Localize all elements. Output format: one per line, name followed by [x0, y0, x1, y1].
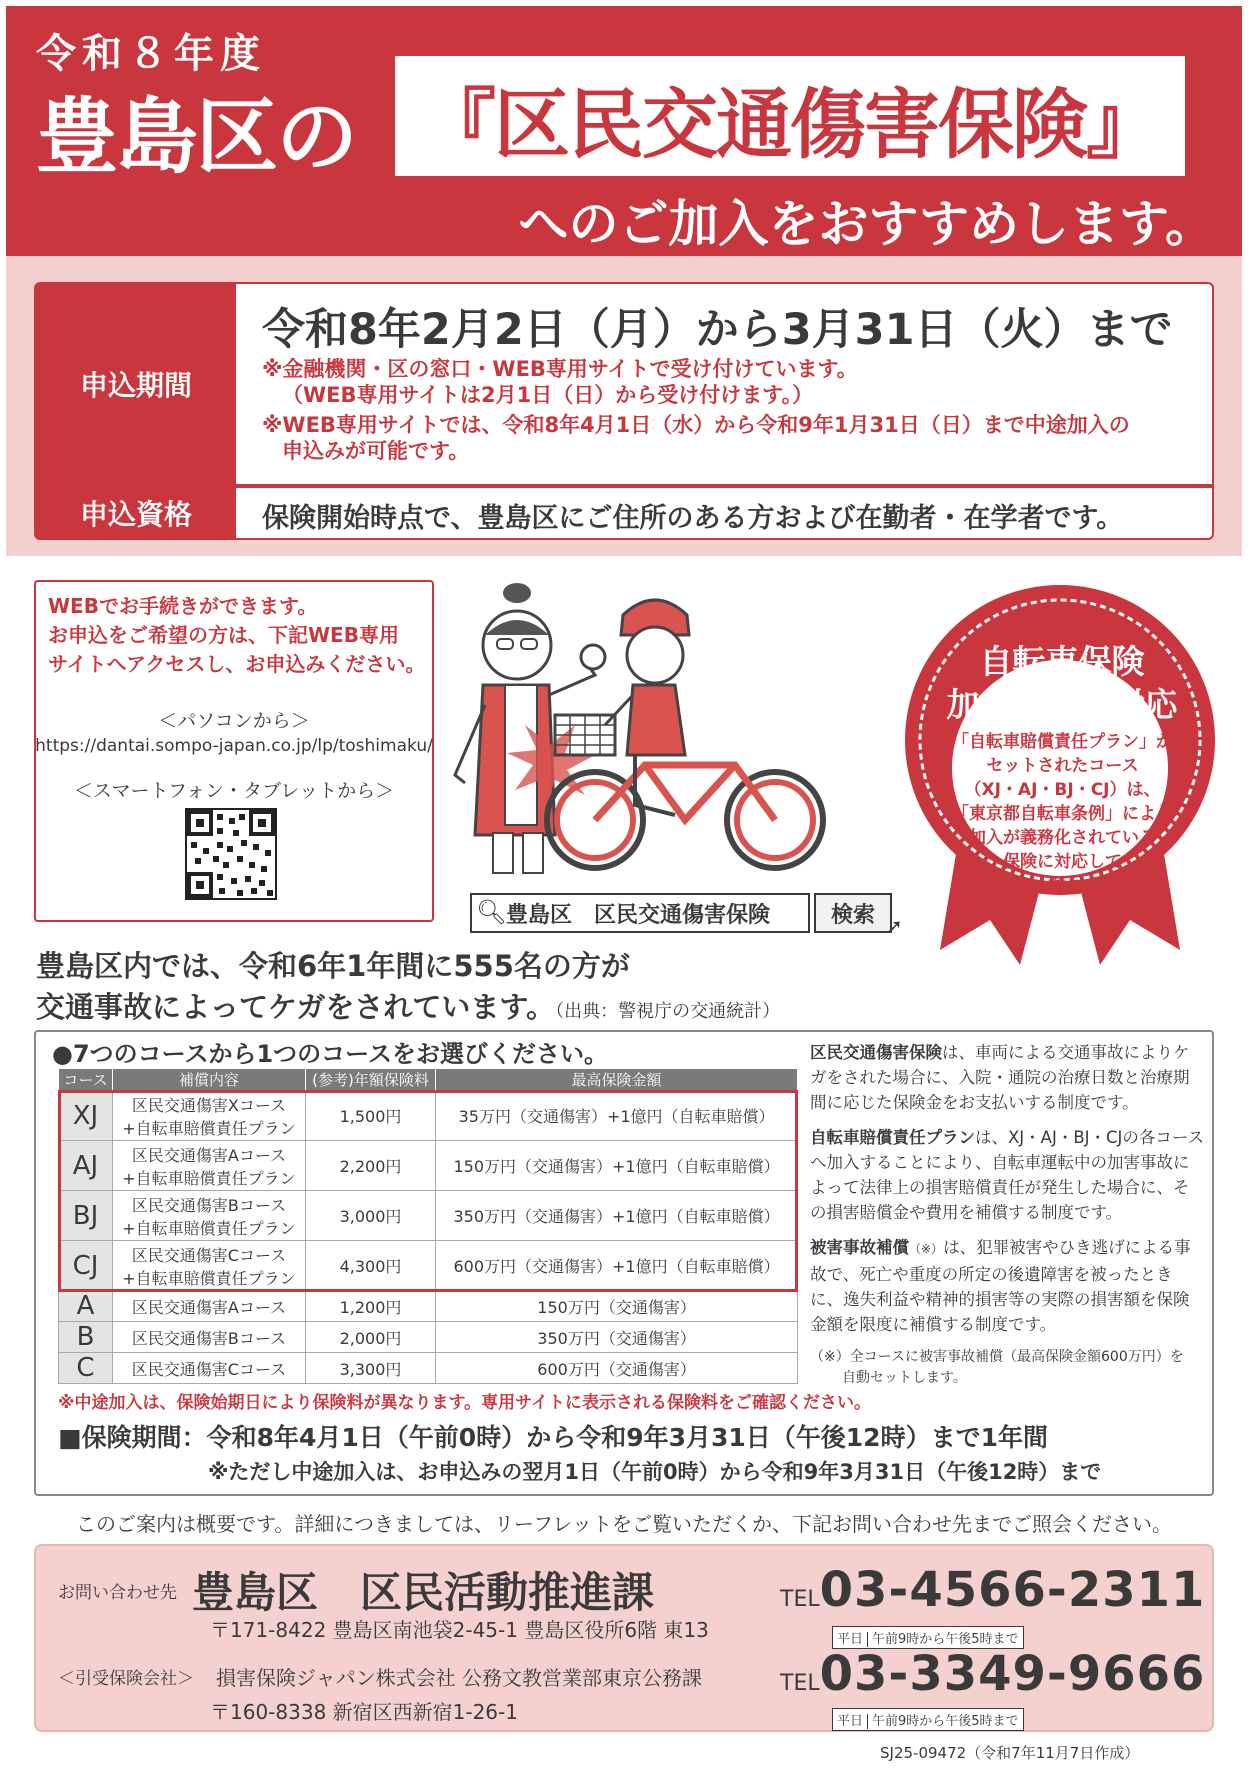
- course-max: 350万円（交通傷害）: [436, 1322, 798, 1353]
- pc-label: ＜パソコンから＞: [158, 710, 310, 732]
- col-fee: (参考)年額保険料: [305, 1069, 435, 1091]
- explanations: [810, 1040, 1205, 1389]
- insurance-title: 『区民交通傷害保険』: [420, 80, 1160, 169]
- ward-name: 豊島区の: [36, 90, 357, 185]
- course-max: 600万円（交通傷害）: [436, 1353, 798, 1384]
- insurer-hours: 平日 午前9時から午後5時まで: [832, 1708, 1024, 1731]
- course-fee: 1,200円: [305, 1291, 435, 1322]
- course-content: 区民交通傷害Bコース: [113, 1322, 306, 1353]
- course-max: 150万円（交通傷害）+1億円（自転車賠償）: [436, 1141, 798, 1191]
- course-fee: 3,000円: [305, 1191, 435, 1241]
- application-period: 令和8年2月2日（月）から3月31日（火）まで: [262, 305, 1173, 355]
- header-subtitle: へのご加入をおすすめします。: [518, 195, 1215, 253]
- bicycle-plan-highlight: [58, 1090, 798, 1292]
- contact-label: お問い合わせ先: [58, 1583, 177, 1603]
- eligibility-label: 申込資格: [36, 488, 236, 538]
- course-content: 区民交通傷害Cコース +自転車賠償責任プラン: [113, 1241, 306, 1291]
- col-max: 最高保険金額: [436, 1069, 798, 1091]
- search-button[interactable]: 検索: [814, 893, 892, 933]
- course-content: 区民交通傷害Xコース +自転車賠償責任プラン: [113, 1091, 306, 1141]
- period-label: 申込期間: [36, 284, 236, 484]
- search-term[interactable]: 豊島区 区民交通傷害保険: [506, 903, 771, 928]
- table-header-row: [59, 1069, 798, 1091]
- web-instructions: [48, 592, 428, 679]
- insurance-period: ■保険期間：令和8年4月1日（午前0時）から令和9年3月31日（午後12時）まで1年間: [58, 1423, 1048, 1452]
- explanation-1: 区民交通傷害保険は、車両による交通事故によりケガをされた場合に、入院・通院の治療日数と治療期間に応じた保険金をお支払いする制度です。: [810, 1043, 1190, 1112]
- document-code: SJ25-09472（令和7年11月7日作成）: [880, 1744, 1140, 1762]
- badge-title-1: 自転車保険: [979, 642, 1145, 681]
- course-max: 35万円（交通傷害）+1億円（自転車賠償）: [436, 1091, 798, 1141]
- course-fee: 2,200円: [305, 1141, 435, 1191]
- badge-line: 「自転車賠償責任プラン」が: [952, 732, 1173, 752]
- mobile-label: ＜スマートフォン・タブレットから＞: [73, 780, 395, 802]
- contact-dept: 豊島区 区民活動推進課: [192, 1568, 655, 1617]
- stats-line-2: [36, 985, 780, 1026]
- qr-code[interactable]: [185, 808, 277, 900]
- insurance-period-note: ※ただし中途加入は、お申込みの翌月1日（午前0時）から令和9年3月31日（午後12時）まで: [208, 1460, 1102, 1484]
- table-row: [59, 1322, 798, 1353]
- course-heading: ●7つのコースから1つのコースをお選びください。: [52, 1040, 608, 1068]
- course-fee: 4,300円: [305, 1241, 435, 1291]
- midterm-note: ※中途加入は、保険始期日により保険料が異なります。専用サイトに表示される保険料をご確認ください。: [58, 1393, 871, 1413]
- insurer-address: 〒160-8338 新宿区西新宿1-26-1: [210, 1700, 518, 1724]
- web-line-2: お申込をご希望の方は、下記WEB専用: [48, 623, 399, 647]
- cursor-icon: ➚: [886, 914, 903, 938]
- badge-line: います。: [1029, 876, 1096, 896]
- badge-line: 「東京都自転車条例」により: [952, 804, 1173, 824]
- web-line-1: WEBでお手続きができます。: [48, 594, 318, 618]
- contact-hours: 平日 午前9時から午後5時まで: [832, 1626, 1024, 1649]
- course-content: 区民交通傷害Aコース: [113, 1291, 306, 1322]
- course-code: AJ: [59, 1141, 113, 1191]
- guide-text: このご案内は概要です。詳細につきましては、リーフレットをご覧いただくか、下記お問い合わせ先までご照会ください。: [76, 1512, 1172, 1536]
- course-code: B: [59, 1322, 113, 1353]
- stats-line-1: 豊島区内では、令和6年1年間に555名の方が: [36, 949, 630, 983]
- fiscal-year: 令和８年度: [36, 31, 266, 77]
- badge-line: セットされたコース: [986, 756, 1139, 776]
- badge-line: 保険に対応して: [1003, 852, 1122, 872]
- insurer-label: ＜引受保険会社＞: [58, 1669, 194, 1689]
- period-note-3: ※WEB専用サイトでは、令和8年4月1日（水）から令和9年1月31日（日）まで中途加入の: [262, 413, 1130, 437]
- table-row: [59, 1353, 798, 1384]
- search-icon: 🔍︎: [476, 898, 507, 926]
- course-code: XJ: [59, 1091, 113, 1141]
- table-row: [59, 1291, 798, 1322]
- badge-title-2: 加入義務化対応: [946, 685, 1178, 724]
- course-fee: 2,000円: [305, 1322, 435, 1353]
- course-code: A: [59, 1291, 113, 1322]
- badge-line: 加入が義務化されている: [969, 828, 1156, 848]
- course-max: 600万円（交通傷害）+1億円（自転車賠償）: [436, 1241, 798, 1291]
- badge-line: （XJ・AJ・BJ・CJ）は、: [964, 780, 1161, 800]
- insurer-name: 損害保険ジャパン株式会社 公務文教営業部東京公務課: [216, 1666, 702, 1690]
- course-max: 150万円（交通傷害）: [436, 1291, 798, 1322]
- explanation-2: 自転車賠償責任プランは、XJ・AJ・BJ・CJの各コースへ加入することにより、自転車運転中の加害事故によって法律上の損害賠償責任が発生した場合に、その損害賠償金や費用を補償する制度です。: [810, 1128, 1205, 1222]
- course-content: 区民交通傷害Aコース +自転車賠償責任プラン: [113, 1141, 306, 1191]
- eligibility-text: 保険開始時点で、豊島区にご住所のある方および在勤者・在学者です。: [262, 503, 1124, 534]
- footnote: （※）全コースに被害事故補償（最高保険金額600万円）を 自動セットします。: [810, 1349, 1184, 1386]
- course-code: C: [59, 1353, 113, 1384]
- stats-line-2-text: 交通事故によってケガをされています。: [36, 990, 556, 1024]
- stats-source: （出典：警視庁の交通統計）: [555, 1001, 781, 1022]
- col-course: コース: [59, 1069, 113, 1091]
- course-fee: 3,300円: [305, 1353, 435, 1384]
- contact-address: 〒171-8422 豊島区南池袋2-45-1 豊島区役所6階 東13: [210, 1618, 709, 1642]
- contact-tel[interactable]: TEL03-4566-2311: [780, 1562, 1206, 1618]
- course-code: CJ: [59, 1241, 113, 1291]
- course-code: BJ: [59, 1191, 113, 1241]
- course-content: 区民交通傷害Cコース: [113, 1353, 306, 1384]
- course-content: 区民交通傷害Bコース +自転車賠償責任プラン: [113, 1191, 306, 1241]
- period-note-1: ※金融機関・区の窓口・WEB専用サイトで受け付けています。: [262, 357, 858, 381]
- web-line-3: サイトへアクセスし、お申込みください。: [48, 652, 426, 676]
- course-fee: 1,500円: [305, 1091, 435, 1141]
- pedestrian-figure: [455, 583, 605, 873]
- insurer-tel[interactable]: TEL03-3349-9666: [780, 1646, 1206, 1702]
- badge-title: [942, 640, 1182, 726]
- period-note-4: 申込みが可能です。: [282, 439, 470, 463]
- course-max: 350万円（交通傷害）+1億円（自転車賠償）: [436, 1191, 798, 1241]
- web-url[interactable]: https://dantai.sompo-japan.co.jp/lp/toshimaku/: [35, 736, 433, 756]
- explanation-3: 被害事故補償（※）は、犯罪被害やひき逃げによる事故で、死亡や重度の所定の後遺障害を被ったときに、逸失利益や精神的損害等の実際の損害額を保険金額を限度に補償する制度です。: [810, 1238, 1191, 1334]
- period-note-2: （WEB専用サイトは2月1日（日）から受け付けます。）: [282, 383, 814, 407]
- badge-text: [950, 730, 1175, 898]
- col-content: 補償内容: [113, 1069, 306, 1091]
- cyclist-figure: [547, 600, 823, 868]
- bicycle-accident-illustration: [445, 575, 875, 895]
